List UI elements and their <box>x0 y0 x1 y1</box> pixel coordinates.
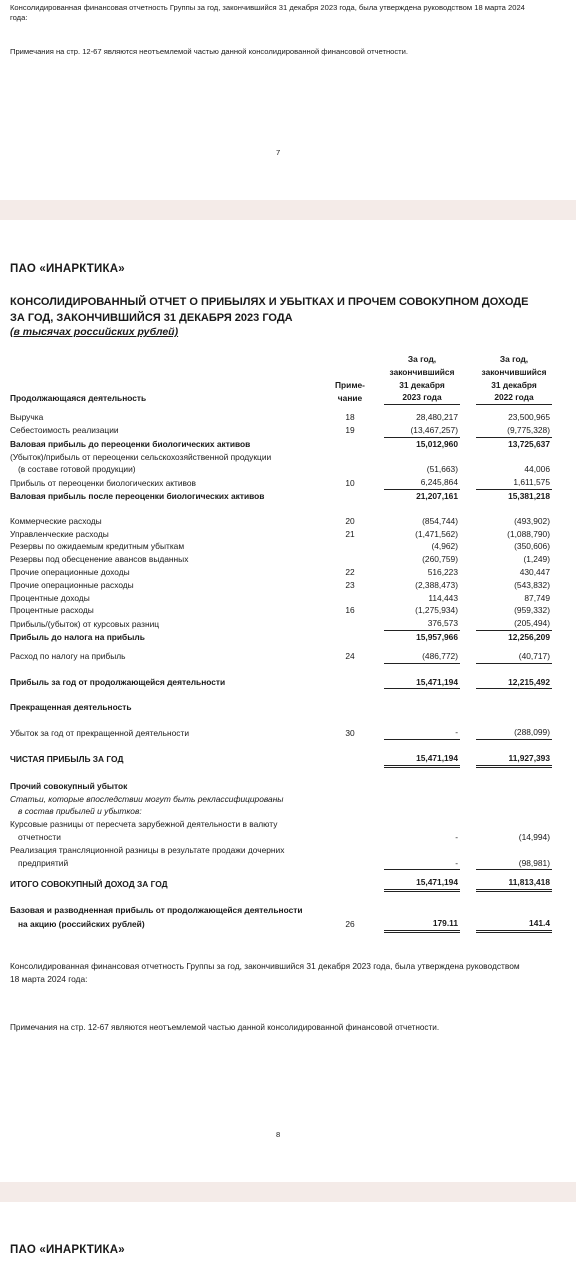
company-name-p9: ПАО «ИНАРКТИКА» <box>10 1244 125 1256</box>
table-row: ЧИСТАЯ ПРИБЫЛЬ ЗА ГОД 15,471,194 11,927,393 <box>10 752 550 765</box>
table-row: Резервы под обесценение авансов выданных (260,759) (1,249) <box>10 554 550 565</box>
table-row: Себестоимость реализации 19 (13,467,257) (9,775,328) <box>10 424 550 436</box>
table-row: Базовая и разводненная прибыль от продолжающейся деятельности <box>10 905 303 916</box>
title-line-1: КОНСОЛИДИРОВАННЫЙ ОТЧЕТ О ПРИБЫЛЯХ И УБЫТКАХ И ПРОЧЕМ СОВОКУПНОМ ДОХОДЕ <box>10 296 529 308</box>
table-row: Валовая прибыль до переоценки биологических активов 15,012,960 13,725,637 <box>10 438 550 449</box>
table-row: Прочий совокупный убыток <box>10 780 128 791</box>
table-row: Прочие операционные доходы 22 516,223 430,447 <box>10 566 550 577</box>
notes-text-p8: Примечания на стр. 12-67 являются неотъемлемой частью данной консолидированной финансовой отчетности. <box>10 1023 440 1032</box>
approval-text-p8: Консолидированная финансовая отчетность Группы за год, закончившийся 31 декабря 2023 года, была утверждена руководством 18 марта 2024 года: <box>10 961 520 984</box>
title-line-2: ЗА ГОД, ЗАКОНЧИВШИЙСЯ 31 ДЕКАБРЯ 2023 ГОДА <box>10 312 293 324</box>
table-row: Выручка 18 28,480,217 23,500,965 <box>10 412 550 423</box>
table-row: Курсовые разницы от пересчета зарубежной деятельности в валюту <box>10 819 278 830</box>
table-row: Процентные доходы 114,443 87,749 <box>10 592 550 603</box>
table-row: (в составе готовой продукции) (51,663) 44,006 <box>18 464 550 475</box>
table-row: Управленческие расходы 21 (1,471,562) (1,088,790) <box>10 528 550 539</box>
header-section: Продолжающаяся деятельность <box>10 392 147 403</box>
table-row: Прибыль от переоценки биологических активов 10 6,245,864 1,611,575 <box>10 477 550 488</box>
table-row: Прибыль до налога на прибыль 15,957,966 12,256,209 <box>10 631 550 642</box>
table-row: (Убыток)/прибыль от переоценки сельскохозяйственной продукции <box>10 451 272 462</box>
table-row: Прибыль за год от продолжающейся деятельности 15,471,194 12,215,492 <box>10 676 550 688</box>
table-row: Процентные расходы 16 (1,275,934) (959,332) <box>10 605 550 616</box>
table-row: ИТОГО СОВОКУПНЫЙ ДОХОД ЗА ГОД 15,471,194 11,813,418 <box>10 877 550 889</box>
income-statement-table <box>10 353 552 933</box>
table-row: Прибыль/(убыток) от курсовых разниц 376,573 (205,494) <box>10 618 550 629</box>
table-row: Резервы по ожидаемым кредитным убыткам (4,962) (350,606) <box>10 541 550 552</box>
statement-title <box>10 294 570 326</box>
approval-text-p7: Консолидированная финансовая отчетность Группы за год, закончившийся 31 декабря 2023 года, была утверждена руководством 18 марта 2024 года: <box>10 3 525 22</box>
table-row: на акцию (российских рублей) 26 179.11 141.4 <box>18 917 550 930</box>
table-row: Прекращенная деятельность <box>10 702 132 713</box>
header-2023: За год, закончившийся 31 декабря 2023 года <box>384 353 460 405</box>
table-row: предприятий - (98,981) <box>18 857 550 868</box>
table-row: Расход по налогу на прибыль 24 (486,772) (40,717) <box>10 650 550 662</box>
notes-text-p7: Примечания на стр. 12-67 являются неотъемлемой частью данной консолидированной финансовой отчетности. <box>10 47 409 56</box>
table-row: Прочие операционные расходы 23 (2,388,473) (543,832) <box>10 579 550 590</box>
table-row: Статьи, которые впоследствии могут быть реклассифицированы <box>10 793 284 804</box>
table-row: Валовая прибыль после переоценки биологических активов 21,207,161 15,381,218 <box>10 490 550 501</box>
page-separator <box>0 200 576 220</box>
page-number-7: 7 <box>276 148 281 157</box>
company-name: ПАО «ИНАРКТИКА» <box>10 263 125 275</box>
table-row: Убыток за год от прекращенной деятельности 30 - (288,099) <box>10 727 550 738</box>
header-2022: За год, закончившийся 31 декабря 2022 года <box>476 353 552 405</box>
table-header-row <box>10 353 552 405</box>
header-note: Приме- чание <box>335 380 365 403</box>
table-row: Реализация трансляционной разницы в результате продажи дочерних <box>10 844 285 855</box>
page-number-8: 8 <box>276 1130 281 1139</box>
table-row: отчетности - (14,994) <box>18 831 550 842</box>
page-separator <box>0 1182 576 1202</box>
table-row: Коммерческие расходы 20 (854,744) (493,902) <box>10 515 550 526</box>
statement-subtitle: (в тысячах российских рублей) <box>10 326 179 338</box>
table-row: в состав прибылей и убытков: <box>18 806 142 817</box>
